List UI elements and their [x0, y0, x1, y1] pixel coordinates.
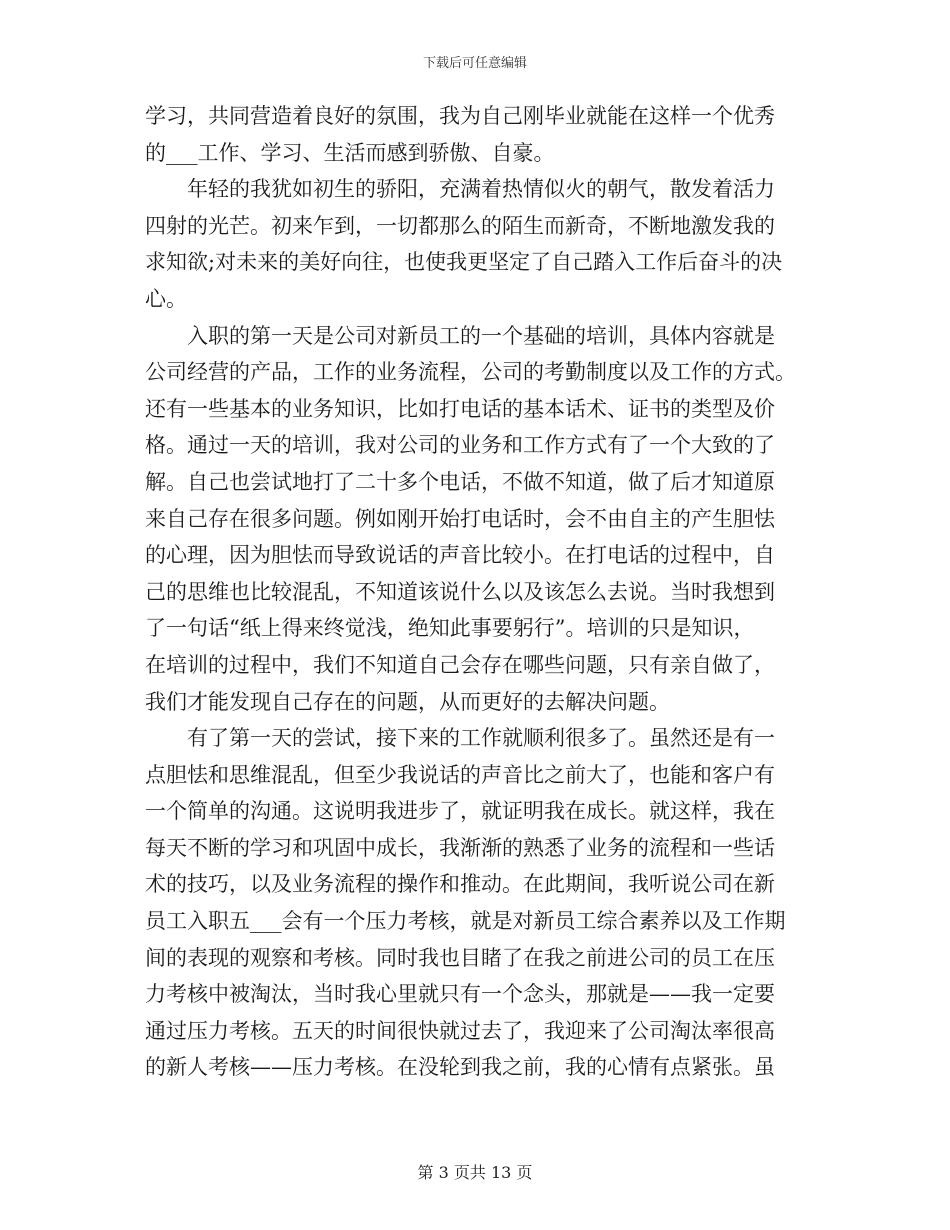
text-line: 心。	[145, 286, 187, 311]
text-line: 有了第一天的尝试，接下来的工作就顺利很多了。虽然还是有一	[187, 726, 775, 751]
paragraph-3	[145, 318, 805, 721]
text-line: 通过压力考核。五天的时间很快就过去了，我迎来了公司淘汰率很高	[145, 1018, 775, 1043]
text-line: 每天不断的学习和巩固中成长，我渐渐的熟悉了业务的流程和一些话	[145, 835, 775, 860]
text-line: 的新人考核——压力考核。在没轮到我之前，我的心情有点紧张。虽	[145, 1055, 775, 1080]
text-line: 员工入职五___会有一个压力考核，就是对新员工综合素养以及工作期	[145, 909, 786, 934]
text-line: 公司经营的产品，工作的业务流程，公司的考勤制度以及工作的方式。	[145, 360, 796, 385]
text-line: 求知欲;对未来的美好向往，也使我更坚定了自己踏入工作后奋斗的决	[145, 250, 783, 275]
paragraph-1	[145, 98, 805, 171]
text-line: 解。自己也尝试地打了二十多个电话，不做不知道，做了后才知道原	[145, 469, 775, 494]
page-number: 第 3 页共 13 页	[417, 1163, 533, 1182]
text-line: 了一句话“纸上得来终觉浅，绝知此事要躬行”。培训的只是知识，	[145, 616, 755, 641]
text-line: 格。通过一天的培训，我对公司的业务和工作方式有了一个大致的了	[145, 433, 775, 458]
text-line: 年轻的我犹如初生的骄阳，充满着热情似火的朝气，散发着活力	[187, 177, 775, 202]
text-line: 四射的光芒。初来乍到，一切都那么的陌生而新奇，不断地激发我的	[145, 213, 775, 238]
document-body	[145, 98, 805, 1086]
text-line: 己的思维也比较混乱，不知道该说什么以及该怎么去说。当时我想到	[145, 579, 775, 604]
text-line: 力考核中被淘汰，当时我心里就只有一个念头，那就是——我一定要	[145, 982, 775, 1007]
paragraph-2	[145, 171, 805, 317]
text-line: 一个简单的沟通。这说明我进步了，就证明我在成长。就这样，我在	[145, 799, 775, 824]
text-line: 学习，共同营造着良好的氛围，我为自己刚毕业就能在这样一个优秀	[145, 104, 775, 128]
text-line: 入职的第一天是公司对新员工的一个基础的培训，具体内容就是	[187, 323, 775, 348]
text-line: 术的技巧，以及业务流程的操作和推动。在此期间，我听说公司在新	[145, 872, 775, 897]
page-header: 下载后可任意编辑	[422, 56, 527, 71]
text-line: 我们才能发现自己存在的问题，从而更好的去解决问题。	[145, 689, 670, 714]
text-line: 间的表现的观察和考核。同时我也目睹了在我之前进公司的员工在压	[145, 945, 775, 970]
text-line: 在培训的过程中，我们不知道自己会存在哪些问题，只有亲自做了，	[145, 652, 775, 677]
text-line: 点胆怯和思维混乱，但至少我说话的声音比之前大了，也能和客户有	[145, 762, 775, 787]
text-line: 还有一些基本的业务知识，比如打电话的基本话术、证书的类型及价	[145, 396, 775, 421]
text-line: 来自己存在很多问题。例如刚开始打电话时，会不由自主的产生胆怯	[145, 506, 775, 531]
paragraph-4	[145, 720, 805, 1086]
text-line: 的心理，因为胆怯而导致说话的声音比较小。在打电话的过程中，自	[145, 543, 775, 568]
text-line: 的___工作、学习、生活而感到骄傲、自豪。	[145, 140, 555, 165]
